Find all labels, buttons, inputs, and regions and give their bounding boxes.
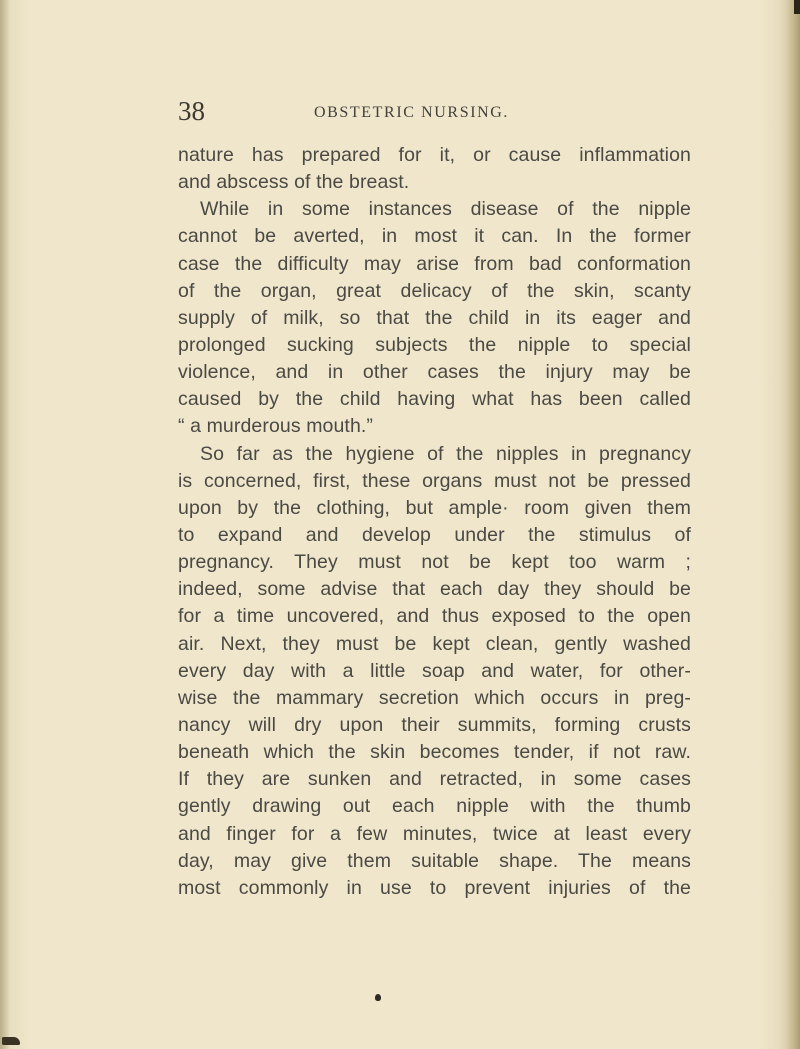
- text-line: nature has prepared for it, or cause inflammation: [178, 144, 691, 166]
- text-line: case the difficulty may arise from bad conformation: [178, 252, 691, 275]
- text-line: supply of milk, so that the child in its eager and: [178, 306, 691, 329]
- running-head: [0, 94, 800, 128]
- text-line: prolonged sucking subjects the nipple to special: [178, 333, 691, 356]
- page-right-edge: [788, 0, 800, 1049]
- page-corner-shadow: [794, 0, 800, 14]
- text-line: violence, and in other cases the injury may be: [178, 361, 691, 384]
- text-line: to expand and develop under the stimulus of: [178, 523, 691, 546]
- text-line: and finger for a few minutes, twice at least every: [178, 822, 691, 845]
- text-line: most commonly in use to prevent injuries of the: [178, 876, 691, 899]
- text-line: nancy will dry upon their summits, forming crusts: [178, 713, 691, 736]
- text-line: wise the mammary secretion which occurs in preg-: [178, 686, 691, 709]
- text-line: If they are sunken and retracted, in some cases: [178, 768, 691, 791]
- page-left-edge: [0, 0, 10, 1049]
- text-line: is concerned, first, these organs must not be pressed: [178, 469, 691, 492]
- binding-mark: [2, 1037, 20, 1045]
- text-line: So far as the hygiene of the nipples in pregnancy: [200, 442, 691, 465]
- text-line: pregnancy. They must not be kept too warm ;: [178, 551, 691, 574]
- running-title: OBSTETRIC NURSING.: [314, 104, 510, 121]
- text-line: gently drawing out each nipple with the thumb: [178, 795, 691, 818]
- page-number: 38: [178, 96, 205, 126]
- text-line: While in some instances disease of the nipple: [200, 198, 691, 221]
- text-line: for a time uncovered, and thus exposed to the open: [178, 605, 691, 628]
- body-text: [178, 142, 691, 902]
- text-line: beneath which the skin becomes tender, if not raw.: [178, 741, 691, 764]
- text-line: upon by the clothing, but ample· room given them: [178, 496, 691, 519]
- text-line: air. Next, they must be kept clean, gently washed: [178, 632, 691, 655]
- text-line: caused by the child having what has been called: [178, 388, 691, 411]
- text-line: indeed, some advise that each day they should be: [178, 578, 691, 601]
- ink-speck: [375, 994, 381, 1001]
- text-line: cannot be averted, in most it can. In the former: [178, 225, 691, 248]
- text-line: and abscess of the breast.: [178, 171, 410, 194]
- text-line: every day with a little soap and water, for other-: [178, 659, 691, 682]
- text-line: of the organ, great delicacy of the skin, scanty: [178, 279, 691, 302]
- text-line: “ a murderous mouth.”: [178, 415, 374, 438]
- text-line: day, may give them suitable shape. The means: [178, 849, 691, 872]
